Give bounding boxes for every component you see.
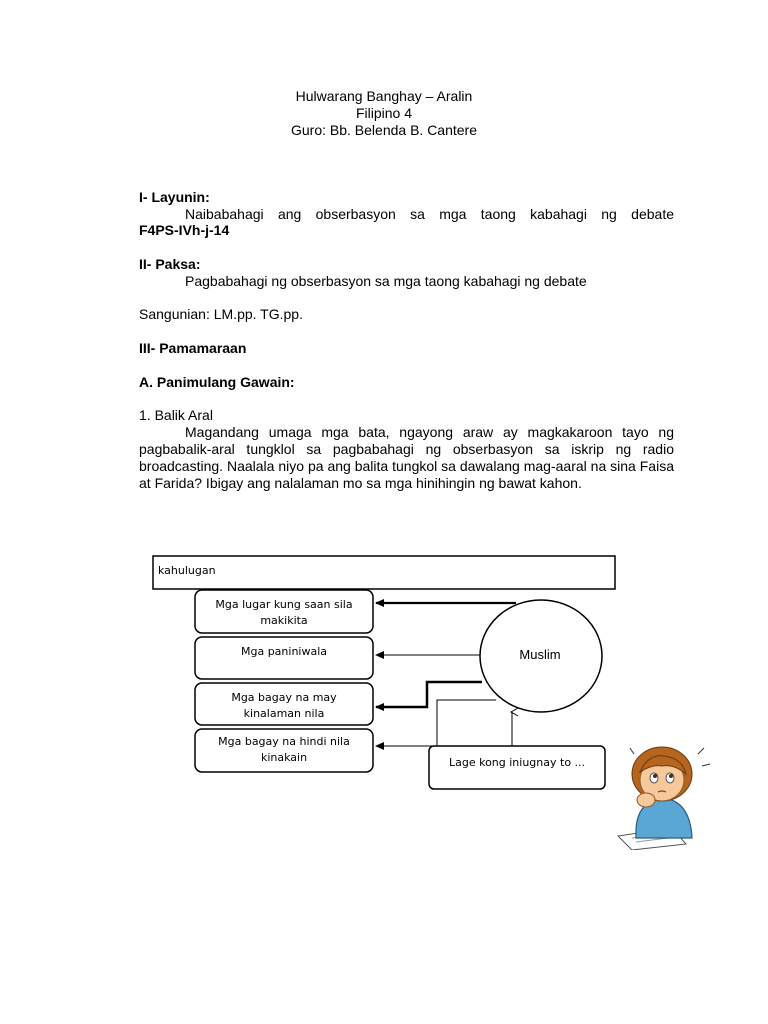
teacher-line: Guro: Bb. Belenda B. Cantere: [291, 122, 477, 138]
balik-aral-title: 1. Balik Aral: [139, 407, 213, 423]
kahulugan-box: [153, 556, 615, 589]
lesson-plan-title: Hulwarang Banghay – Aralin: [295, 88, 473, 104]
panimulang-gawain-heading: A. Panimulang Gawain:: [139, 374, 295, 390]
balik-aral-text: Magandang umaga mga bata, ngayong araw ay magkakaroon tayo ng pagbabalik-aral tungklol sa pagbabahagi ng obserbasyon sa iskrip ng radio broadcasting. Naalala niyo pa ang balita tungkol sa dawalang mag-aaral na sina Faisa at Farida? Ibigay ang nalalaman mo sa mga hinihingin ng bawat kahon.: [139, 424, 674, 491]
subject-line: Filipino 4: [355, 105, 413, 121]
box-label-kinalaman: Mga bagay na may kinalaman nila: [231, 691, 337, 720]
layunin-heading: I- Layunin:: [139, 189, 210, 205]
sangunian-line: Sangunian: LM.pp. TG.pp.: [139, 306, 303, 322]
competency-code: F4PS-IVh-j-14: [139, 222, 230, 238]
kahulugan-label: kahulugan: [158, 564, 216, 577]
thinking-girl-illustration: [612, 740, 722, 850]
box-label-lugar: Mga lugar kung saan sila makikita: [215, 598, 353, 627]
prompt-label: Lage kong iniugnay to ...: [448, 756, 586, 769]
box-label-paniniwala: Mga paniniwala: [240, 645, 328, 658]
arrow-to-bagay-kinalaman: [376, 682, 482, 707]
paksa-text: Pagbabahagi ng obserbasyon sa mga taong kabahagi ng debate: [185, 273, 587, 289]
layunin-text: Naibabahagi ang obserbasyon sa mga taong kabahagi ng debate: [185, 206, 674, 222]
muslim-label: Muslim: [519, 647, 561, 662]
paksa-heading: II- Paksa:: [139, 256, 201, 272]
box-label-hindi-kinakain: Mga bagay na hindi nila kinakain: [218, 735, 350, 764]
pamamaraan-heading: III- Pamamaraan: [139, 340, 247, 356]
